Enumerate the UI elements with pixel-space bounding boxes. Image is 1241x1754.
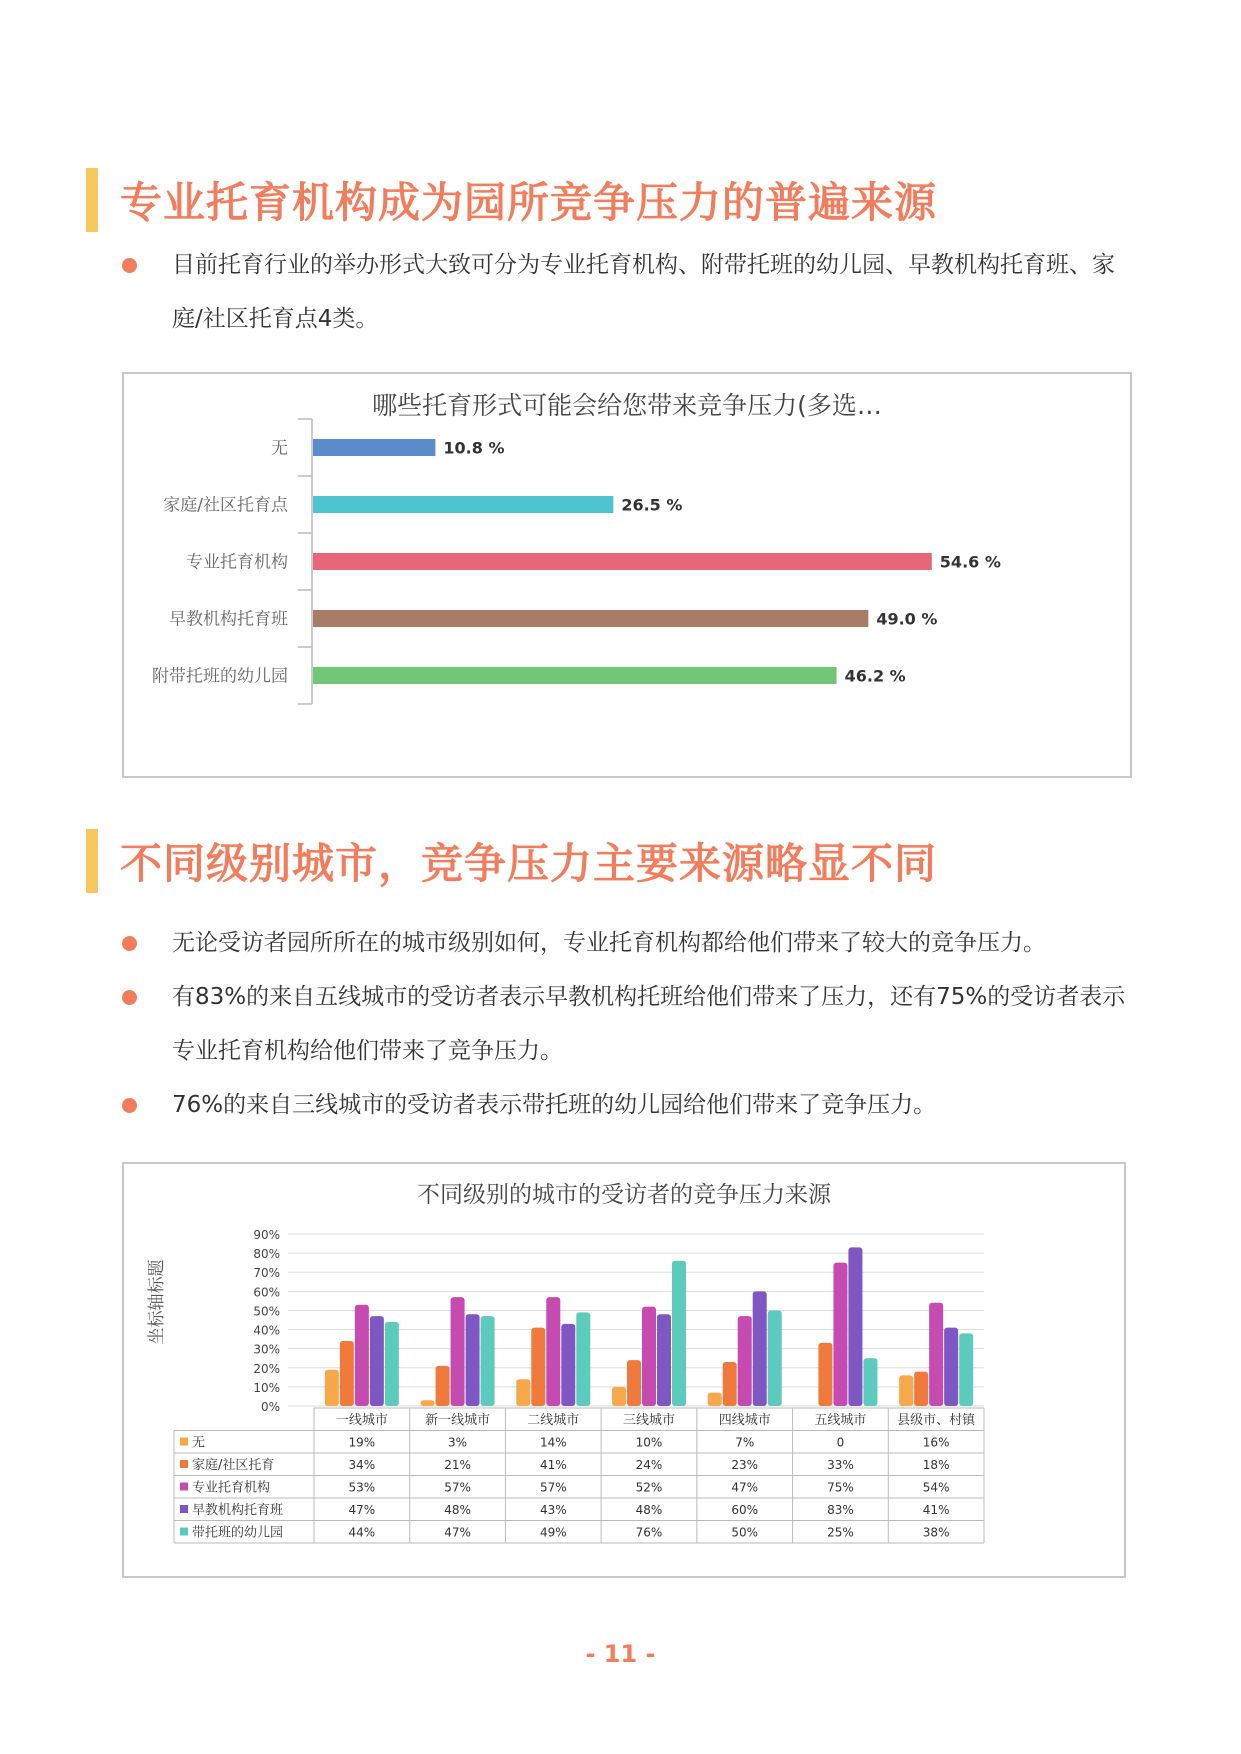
chart-1-category-label: 家庭/社区托育点: [163, 495, 288, 516]
chart-2-y-tick-label: 30%: [253, 1342, 280, 1357]
chart-2-table-cell: 23%: [731, 1458, 759, 1472]
section-2-title: 不同级别城市，竞争压力主要来源略显不同: [120, 839, 938, 888]
chart-2-bar: [516, 1379, 530, 1406]
chart-2-category-label: 二线城市: [527, 1413, 580, 1428]
chart-2-y-tick-label: 40%: [253, 1323, 280, 1338]
chart-2-bar: [768, 1310, 782, 1406]
chart-2-bar: [672, 1261, 686, 1406]
chart-2-bar: [929, 1303, 943, 1406]
title-accent-bar: [86, 829, 98, 893]
chart-2-title: 不同级别的城市的受访者的竞争压力来源: [417, 1182, 831, 1208]
bullet-item: [122, 238, 1142, 346]
chart-2-y-tick-label: 60%: [253, 1285, 280, 1300]
chart-2: [124, 1164, 1124, 1576]
chart-2-bar: [657, 1314, 671, 1406]
chart-2-bar: [914, 1372, 928, 1406]
chart-2-bar: [355, 1305, 369, 1406]
chart-2-table-cell: 75%: [827, 1480, 854, 1495]
chart-2-bar: [451, 1297, 465, 1406]
bullet-text: 无论受访者园所所在的城市级别如何，专业托育机构都给他们带来了较大的竞争压力。: [172, 930, 1046, 956]
chart-2-table-cell: 19%: [348, 1435, 376, 1450]
chart-1-title: 哪些托育形式可能会给您带来竞争压力(多选…: [372, 391, 882, 420]
chart-2-bar: [818, 1343, 832, 1406]
chart-1-value-label: 46.2 %: [844, 666, 906, 686]
chart-2-table-cell: 34%: [348, 1458, 376, 1472]
chart-2-bar: [561, 1324, 575, 1406]
chart-2-category-label: 一线城市: [335, 1413, 388, 1428]
chart-2-bar: [833, 1263, 847, 1406]
chart-2-table-cell: 24%: [635, 1458, 663, 1472]
chart-2-y-tick-label: 90%: [253, 1228, 280, 1242]
chart-2-bar: [708, 1393, 722, 1406]
chart-2-bar: [325, 1370, 339, 1406]
bullet-dot: [122, 1098, 137, 1113]
chart-2-bar: [436, 1366, 450, 1406]
chart-2-bar: [848, 1247, 862, 1406]
bullet-item: [122, 1078, 1142, 1132]
chart-2-legend-swatch: [180, 1483, 188, 1491]
chart-2-legend-label: 专业托育机构: [192, 1480, 271, 1496]
chart-1-value-label: 10.8 %: [443, 438, 505, 458]
chart-2-bar: [340, 1341, 354, 1406]
chart-2-table-cell: 25%: [827, 1525, 854, 1540]
chart-2-category-label: 四线城市: [718, 1413, 771, 1428]
chart-2-bar: [944, 1328, 958, 1406]
chart-2-bar: [642, 1307, 656, 1406]
chart-2-legend-label: 早教机构托育班: [192, 1503, 284, 1518]
section-1-title: 专业托育机构成为园所竞争压力的普遍来源: [120, 178, 938, 227]
chart-1-value-label: 49.0 %: [876, 609, 938, 629]
chart-2-bar: [576, 1312, 590, 1406]
chart-1-value-label: 26.5 %: [621, 495, 683, 515]
chart-2-bar: [481, 1316, 495, 1406]
chart-2-y-axis-title: 坐标轴标题: [147, 1259, 167, 1345]
bullet-text: 有83%的来自五线城市的受访者表示早教机构托班给他们带来了压力，还有75%的受访者表示专业托育机构给他们带来了竞争压力。: [172, 984, 1126, 1064]
chart-2-table-cell: 41%: [539, 1458, 567, 1472]
chart-1-value-label: 54.6 %: [939, 552, 1001, 572]
chart-2-bar: [531, 1328, 545, 1406]
chart-2-legend-swatch: [180, 1460, 188, 1468]
bullet-item: [122, 916, 1142, 970]
chart-2-category-label: 三线城市: [622, 1413, 676, 1428]
title-accent-bar: [86, 168, 98, 232]
chart-2-table-cell: 3%: [448, 1435, 468, 1450]
bullet-dot: [122, 936, 137, 951]
chart-1: [124, 374, 1130, 776]
chart-2-bar: [753, 1291, 767, 1406]
chart-2-bar: [385, 1322, 399, 1406]
chart-2-bar: [863, 1358, 877, 1406]
chart-2-table-cell: 49%: [539, 1525, 567, 1540]
chart-2-bar: [627, 1360, 641, 1406]
chart-2-table-cell: 48%: [444, 1503, 471, 1517]
chart-2-bar: [959, 1333, 973, 1406]
chart-2-y-tick-label: 80%: [253, 1247, 280, 1262]
chart-2-table-cell: 50%: [731, 1525, 759, 1540]
bullet-text: 76%的来自三线城市的受访者表示带托班的幼儿园给他们带来了竞争压力。: [172, 1092, 937, 1118]
chart-2-table-cell: 33%: [827, 1458, 854, 1472]
chart-2-table-cell: 21%: [444, 1458, 471, 1472]
chart-2-y-tick-label: 70%: [253, 1266, 280, 1281]
chart-1-category-label: 早教机构托育班: [169, 609, 288, 630]
chart-2-table-cell: 0: [836, 1435, 845, 1450]
chart-2-category-label: 五线城市: [814, 1413, 867, 1428]
chart-2-bar: [723, 1362, 737, 1406]
chart-2-table-cell: 38%: [922, 1525, 950, 1540]
chart-2-bar: [899, 1375, 913, 1406]
bullet-dot: [122, 258, 137, 273]
chart-2-legend-swatch: [180, 1528, 188, 1536]
chart-2-table-cell: 76%: [635, 1525, 663, 1540]
chart-2-table-cell: 83%: [827, 1503, 854, 1517]
chart-2-table-cell: 14%: [539, 1435, 567, 1450]
section-2-heading: [86, 829, 937, 893]
chart-2-table-cell: 18%: [922, 1458, 950, 1472]
chart-2-table-cell: 7%: [735, 1435, 755, 1450]
chart-2-category-label: 县级市、村镇: [897, 1413, 976, 1428]
chart-2-table-cell: 54%: [922, 1480, 950, 1495]
chart-2-bar: [546, 1297, 560, 1406]
chart-2-table-cell: 43%: [539, 1503, 567, 1517]
bullet-dot: [122, 990, 137, 1005]
chart-1-category-label: 附带托班的幼儿园: [152, 666, 288, 687]
chart-1-category-label: 专业托育机构: [186, 552, 288, 573]
chart-2-bar: [421, 1400, 435, 1406]
chart-2-legend-label: 家庭/社区托育: [192, 1458, 275, 1473]
chart-2-table-cell: 57%: [444, 1480, 471, 1495]
chart-2-table-cell: 60%: [731, 1503, 759, 1517]
chart-2-table-cell: 10%: [635, 1435, 663, 1450]
chart-2-table-cell: 47%: [348, 1503, 376, 1517]
chart-2-table-cell: 52%: [635, 1480, 663, 1495]
chart-2-frame: [122, 1162, 1126, 1578]
chart-2-table-cell: 48%: [635, 1503, 663, 1517]
chart-2-legend-swatch: [180, 1438, 188, 1446]
chart-2-table-cell: 16%: [922, 1435, 950, 1450]
chart-1-bar: [313, 610, 868, 627]
chart-2-table-cell: 47%: [444, 1525, 471, 1540]
chart-2-bar: [370, 1316, 384, 1406]
chart-1-bar: [313, 439, 435, 456]
chart-2-bar: [466, 1314, 480, 1406]
chart-2-legend-label: 无: [192, 1435, 206, 1451]
chart-2-y-tick-label: 10%: [253, 1380, 280, 1395]
bullet-item: [122, 970, 1142, 1078]
chart-1-frame: [122, 372, 1132, 778]
section-1-heading: [86, 168, 937, 232]
chart-1-bar: [313, 496, 613, 513]
chart-2-table-cell: 44%: [348, 1525, 376, 1540]
chart-1-bar: [313, 553, 932, 570]
chart-2-table-cell: 53%: [348, 1480, 376, 1495]
chart-2-legend-swatch: [180, 1505, 188, 1513]
chart-2-y-tick-label: 50%: [253, 1304, 280, 1319]
bullet-text: 目前托育行业的举办形式大致可分为专业托育机构、附带托班的幼儿园、早教机构托育班、家庭/社区托育点4类。: [172, 252, 1115, 332]
chart-2-table-cell: 47%: [731, 1480, 759, 1495]
chart-2-table-cell: 41%: [922, 1503, 950, 1517]
page-number: - 11 -: [585, 1640, 656, 1668]
chart-2-category-label: 新一线城市: [425, 1413, 491, 1428]
chart-2-bar: [612, 1387, 626, 1406]
chart-2-bar: [738, 1316, 752, 1406]
chart-2-legend-label: 带托班的幼儿园: [192, 1525, 284, 1541]
chart-1-category-label: 无: [271, 438, 288, 459]
chart-2-y-tick-label: 0%: [260, 1400, 280, 1414]
chart-2-table-cell: 57%: [539, 1480, 567, 1495]
chart-1-bar: [313, 667, 837, 684]
chart-2-y-tick-label: 20%: [253, 1361, 280, 1376]
